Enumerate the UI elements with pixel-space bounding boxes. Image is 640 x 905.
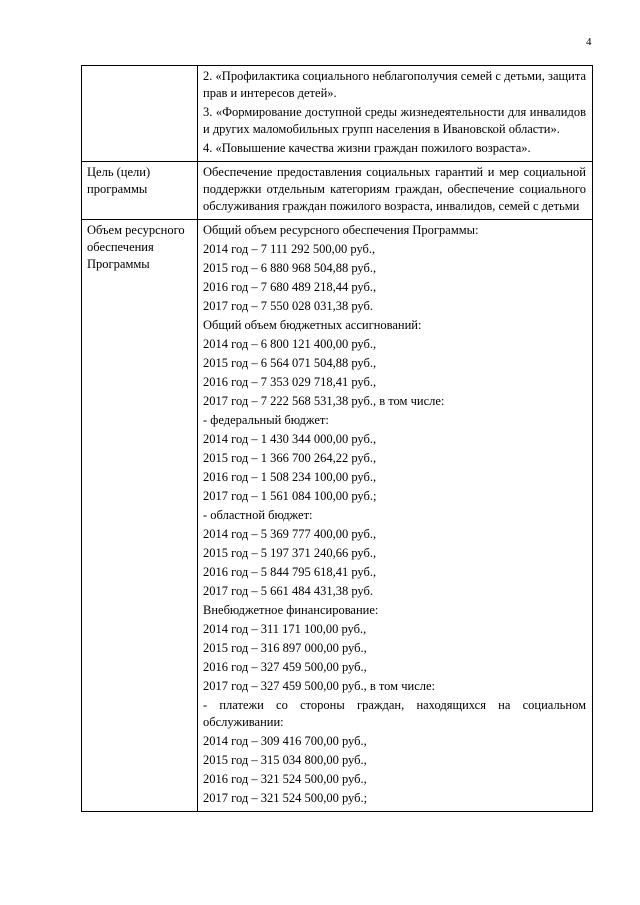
funding-line: 2015 год – 6 880 968 504,88 руб.,	[203, 261, 377, 275]
funding-line: 2015 год – 1 366 700 264,22 руб.,	[203, 451, 377, 465]
funding-line: 2014 год – 309 416 700,00 руб.,	[203, 734, 367, 748]
row-label: Цель (цели) программы	[82, 162, 198, 220]
program-passport-table	[81, 65, 593, 812]
page-number: 4	[586, 36, 592, 48]
funding-line: Общий объем бюджетных ассигнований:	[203, 318, 422, 332]
row-label	[82, 66, 198, 162]
funding-line: 2015 год – 5 197 371 240,66 руб.,	[203, 546, 377, 560]
table-row	[82, 66, 593, 162]
funding-line: 2017 год – 1 561 084 100,00 руб.;	[203, 489, 377, 503]
funding-line: 2017 год – 5 661 484 431,38 руб.	[203, 584, 373, 598]
funding-line: - областной бюджет:	[203, 508, 313, 522]
table-row	[82, 162, 593, 220]
funding-line: 2016 год – 1 508 234 100,00 руб.,	[203, 470, 377, 484]
row-content	[198, 66, 593, 162]
funding-line: - платежи со стороны граждан, находящихся на социальном обслуживании:	[203, 698, 586, 729]
table-row	[82, 220, 593, 812]
subprogram-item: 2. «Профилактика социального неблагополучия семей с детьми, защита прав и интересов детей».	[203, 69, 586, 100]
funding-line: 2014 год – 7 111 292 500,00 руб.,	[203, 242, 376, 256]
funding-line: Общий объем ресурсного обеспечения Программы:	[203, 223, 479, 237]
funding-line: 2016 год – 327 459 500,00 руб.,	[203, 660, 367, 674]
program-goal-text: Обеспечение предоставления социальных гарантий и мер социальной поддержки отдельным категориям граждан, обеспечение социального обслуживания граждан пожилого возраста, инвалидов, семей с детьми	[203, 165, 586, 213]
funding-line: 2015 год – 315 034 800,00 руб.,	[203, 753, 367, 767]
funding-line: 2014 год – 6 800 121 400,00 руб.,	[203, 337, 377, 351]
subprogram-item: 4. «Повышение качества жизни граждан пожилого возраста».	[203, 141, 531, 155]
funding-line: 2017 год – 327 459 500,00 руб., в том числе:	[203, 679, 436, 693]
subprogram-item: 3. «Формирование доступной среды жизнедеятельности для инвалидов и других маломобильных групп населения в Ивановской области».	[203, 105, 586, 136]
funding-line: 2014 год – 5 369 777 400,00 руб.,	[203, 527, 377, 541]
funding-line: 2016 год – 321 524 500,00 руб.,	[203, 772, 367, 786]
funding-line: 2015 год – 316 897 000,00 руб.,	[203, 641, 367, 655]
funding-line: 2014 год – 311 171 100,00 руб.,	[203, 622, 367, 636]
row-content	[198, 220, 593, 812]
funding-line: 2017 год – 7 222 568 531,38 руб., в том числе:	[203, 394, 445, 408]
funding-line: 2016 год – 5 844 795 618,41 руб.,	[203, 565, 377, 579]
funding-line: 2016 год – 7 353 029 718,41 руб.,	[203, 375, 377, 389]
row-label: Объем ресурсного обеспечения Программы	[82, 220, 198, 812]
funding-lines	[203, 222, 586, 807]
funding-line: 2017 год – 7 550 028 031,38 руб.	[203, 299, 373, 313]
funding-line: Внебюджетное финансирование:	[203, 603, 379, 617]
funding-line: 2017 год – 321 524 500,00 руб.;	[203, 791, 368, 805]
row-content	[198, 162, 593, 220]
funding-line: - федеральный бюджет:	[203, 413, 329, 427]
funding-line: 2014 год – 1 430 344 000,00 руб.,	[203, 432, 377, 446]
funding-line: 2016 год – 7 680 489 218,44 руб.,	[203, 280, 377, 294]
funding-line: 2015 год – 6 564 071 504,88 руб.,	[203, 356, 377, 370]
